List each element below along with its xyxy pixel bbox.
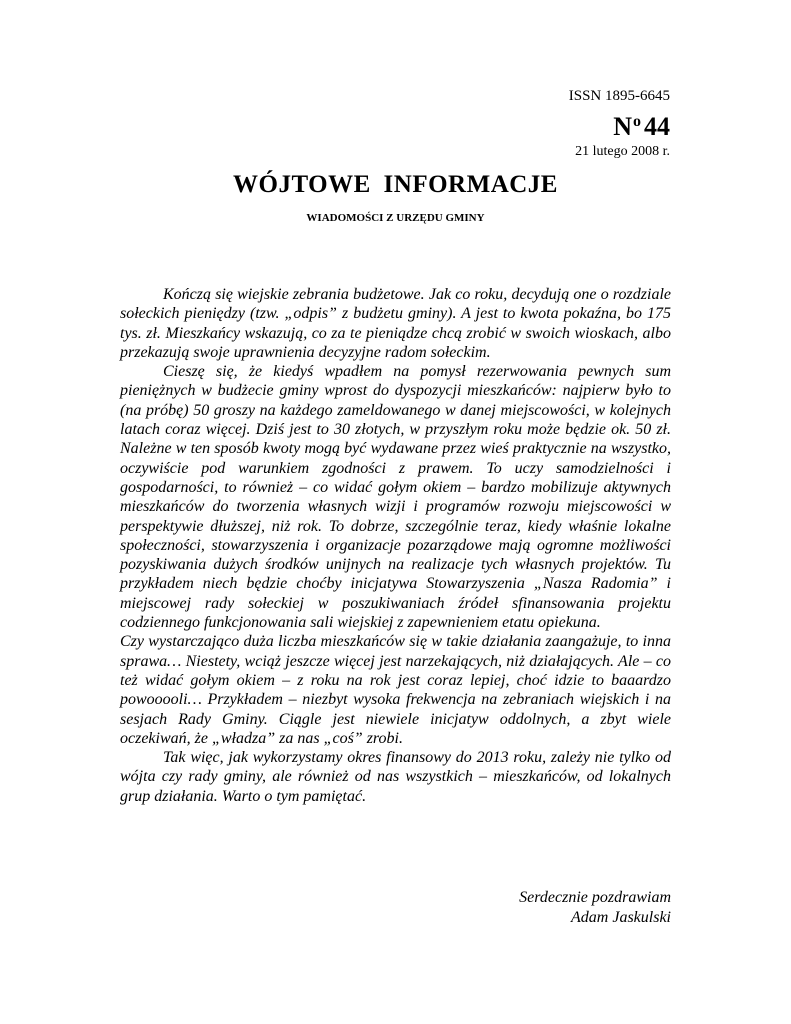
issue-prefix: N [613,112,632,141]
paragraph-1: Kończą się wiejskie zebrania budżetowe. Jak co roku, decydują one o rozdziale sołeckich pieniędzy (tzw. „odpis” z budżetu gminy). A jest to kwota pokaźna, bo 175 tys. zł. Mieszkańcy wskazują, co za te pieniądze chcą zrobić w swoich wioskach, albo przekazują swoje uprawnienia decyzyjne radom sołeckim. [120,286,671,361]
paragraph-3: Czy wystarczająco duża liczba mieszkańców się w takie działania zaangażuje, to inna sprawa… Niestety, wciąż jeszcze więcej jest narzekających, niż działających. Ale – co też widać gołym okiem – z roku na rok jest coraz lepiej, choć idzie to baaardzo powooooli… Przykładem – niezbyt wysoka frekwencja na zebraniach wiejskich i na sesjach Rady Gminy. Ciągle jest niewiele inicjatyw oddolnych, a zbyt wiele oczekiwań, że „władza” za nas „coś” zrobi. [120,633,671,747]
signature-block [519,888,671,928]
issue-value: 44 [644,112,670,141]
issue-number [569,107,670,142]
article-body [120,285,671,806]
masthead-meta [569,87,670,160]
issue-date: 21 lutego 2008 r. [575,144,670,159]
signature-greeting: Serdecznie pozdrawiam [519,889,671,906]
newsletter-title: WÓJTOWE INFORMACJE [233,171,558,198]
paragraph-4: Tak więc, jak wykorzystamy okres finansowy do 2013 roku, zależy nie tylko od wójta czy rady gminy, ale również od nas wszystkich – mieszkańców, od lokalnych grup działania. Warto o tym pamiętać. [120,749,671,805]
paragraph-2: Cieszę się, że kiedyś wpadłem na pomysł rezerwowania pewnych sum pieniężnych w budżecie gminy wprost do dyspozycji mieszkańców: najpierw było to (na próbę) 50 groszy na każdego zameldowanego w danej miejscowości, w kolejnych latach coraz więcej. Dziś jest to 30 złotych, w przyszłym roku może będzie ok. 50 zł. Należne w ten sposób kwoty mogą być wydawane przez wieś praktycznie na wszystko, oczywiście pod warunkiem zgodności z prawem. To uczy samodzielności i gospodarności, to również – co widać gołym okiem – bardzo mobilizuje aktywnych mieszkańców do tworzenia własnych wizji i programów rozwoju miejscowości w perspektywie dłuższej, niż rok. To dobrze, szczególnie teraz, kiedy właśnie lokalne społeczności, stowarzyszenia i organizacje pozarządowe mają ogromne możliwości pozyskiwania dużych środków unijnych na realizacje tych własnych projektów. Tu przykładem niech będzie choćby inicjatywa Stowarzyszenia „Nasza Radomia” i miejscowej rady sołeckiej w poszukiwaniach źródeł sfinansowania projektu codziennego funkcjonowania sali wiejskiej z zapewnieniem etatu opiekuna. [120,363,671,632]
issn-number: ISSN 1895-6645 [568,88,670,104]
newsletter-subtitle: WIADOMOŚCI Z URZĘDU GMINY [306,212,485,224]
signature-name: Adam Jaskulski [571,909,671,926]
issue-superscript: o [633,113,641,130]
